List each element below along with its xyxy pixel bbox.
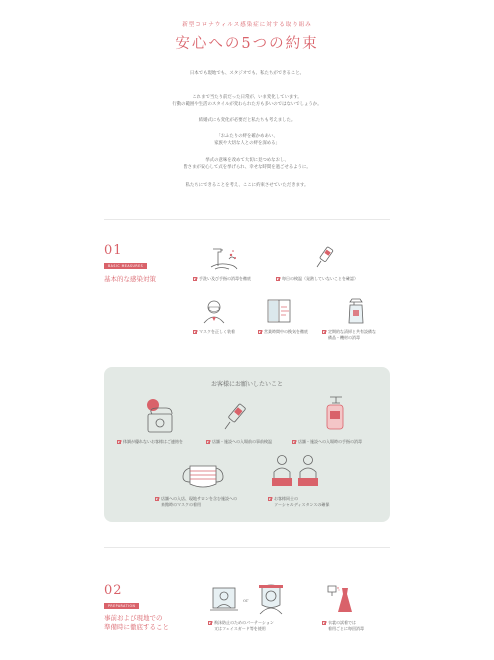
check-icon	[292, 440, 296, 444]
request-panel-title: お客様にお願いしたいこと	[210, 381, 283, 388]
check-icon	[193, 330, 197, 334]
section1-tag: BASIC MEASURES	[104, 263, 147, 269]
spray-bottle-icon	[344, 296, 368, 326]
req-item-mask	[155, 496, 237, 507]
or-separator: or	[243, 598, 249, 604]
s2-item-dress-line1: 衣裳の試着では	[328, 620, 356, 625]
sanitizer-bottle-icon	[320, 393, 350, 433]
page-subtitle: 新型コロナウィルス感染症に対する取り組み	[182, 22, 312, 28]
s1-item-ventilation-label: 営業時間中の換気を徹底	[264, 329, 308, 334]
intro-p2	[0, 95, 494, 108]
intro-p4	[0, 134, 494, 147]
check-icon	[193, 277, 197, 281]
req-item-sanitize	[292, 439, 362, 445]
s1-item-handwash-label: 手洗い及び手指の消毒を徹底	[199, 276, 251, 281]
s2-item-dress-line2: 着用ごとに毎回消毒	[328, 625, 364, 631]
thermometer-icon	[312, 244, 338, 270]
req-item-distance-line2: ソーシャルディスタンスの確保	[274, 501, 330, 507]
check-icon	[155, 497, 159, 501]
divider	[104, 219, 390, 220]
s1-item-handwash	[193, 276, 251, 282]
face-shield-icon	[254, 582, 288, 616]
s1-item-cleaning-line1: 定期的な清掃と共有設備な	[328, 329, 376, 334]
intro-p2-line2: 行動の範囲や生活のスタイルが変わられた方も多いのではないでしょうか。	[172, 101, 322, 107]
check-icon	[322, 621, 326, 625]
section2-tag: PREPARATION	[104, 603, 139, 609]
s1-item-ventilation	[258, 329, 308, 335]
s1-item-temperature-label: 毎日の検温（発熱していないことを確認）	[282, 276, 358, 281]
check-icon	[322, 330, 326, 334]
handwash-icon	[207, 245, 243, 273]
req-item-unwell	[117, 439, 183, 445]
section1-title: 基本的な感染対策	[104, 275, 156, 283]
check-icon	[268, 497, 272, 501]
window-ventilation-icon	[264, 297, 294, 325]
s1-item-cleaning-line2: 備品・機材の消毒	[328, 334, 360, 340]
s2-item-dress	[322, 620, 364, 631]
s1-item-mask-label: マスクを正しく装着	[199, 329, 235, 334]
section2-title-line2: 準備時に徹底すること	[104, 623, 169, 631]
req-item-temperature	[206, 439, 272, 445]
intro-p5	[0, 158, 494, 171]
intro-p2-line1: これまで当たり前だった日常が、いま変化しています。	[192, 95, 302, 100]
intro-p1: 日本でも現地でも、スタジオでも、私たちができること。	[189, 71, 305, 76]
s2-item-partition-line1: 飛沫防止のためのパーテーション	[214, 620, 274, 625]
s2-item-partition	[208, 620, 274, 631]
s1-item-cleaning	[322, 329, 376, 340]
req-item-sanitize-label: 店舗・施設への入場時の手指の消毒	[298, 439, 362, 444]
s1-item-mask	[193, 329, 235, 335]
req-item-temperature-label: 店舗・施設への入場前の事前検温	[212, 439, 272, 444]
page-title: 安心への5つの約束	[175, 36, 319, 52]
phone-icon	[138, 396, 178, 436]
intro-p3: 結婚式にも変化が必要だと私たちも考えました。	[198, 118, 296, 123]
dress-spray-icon	[322, 582, 358, 618]
section2-title-line1: 事前および現地での	[104, 614, 163, 622]
req-item-distance	[268, 496, 329, 507]
mask-icon	[180, 460, 226, 492]
partition-icon	[207, 584, 241, 616]
intro-p4-line2: 家族や大切な人との絆を深める」	[214, 140, 280, 146]
intro-p4-line1: 「おふたりの絆を確かめあい、	[216, 134, 278, 139]
check-icon	[117, 440, 121, 444]
thermometer-icon	[218, 400, 252, 434]
divider	[104, 547, 390, 548]
intro-p5-line1: 挙式の意味を改めて大切に見つめなおし、	[205, 158, 289, 163]
intro-p5-line2: 皆さまが安心して式を挙げられ、幸せな時間を過ごせるように。	[183, 164, 311, 170]
req-item-distance-line1: お客様同士の	[274, 496, 298, 501]
request-panel	[104, 367, 390, 522]
req-item-mask-line1: 店舗への入店、現地サロンを含む施設への	[161, 496, 237, 501]
s2-item-partition-line2: 又はフェイスガード等を使用	[214, 625, 266, 631]
mask-person-icon	[200, 297, 228, 325]
section2-number: 02	[104, 583, 123, 598]
check-icon	[258, 330, 262, 334]
social-distance-icon	[264, 452, 324, 492]
req-item-unwell-label: 体調が優れないお客様はご連絡を	[123, 439, 183, 444]
req-item-mask-line2: 来館時のマスクの着用	[161, 501, 201, 507]
check-icon	[208, 621, 212, 625]
check-icon	[276, 277, 280, 281]
check-icon	[206, 440, 210, 444]
intro-p6: 私たちにできることを考え、ここに約束させていただきます。	[185, 183, 309, 188]
s1-item-temperature	[276, 276, 358, 282]
section2-title	[104, 614, 169, 632]
section1-number: 01	[104, 243, 123, 258]
